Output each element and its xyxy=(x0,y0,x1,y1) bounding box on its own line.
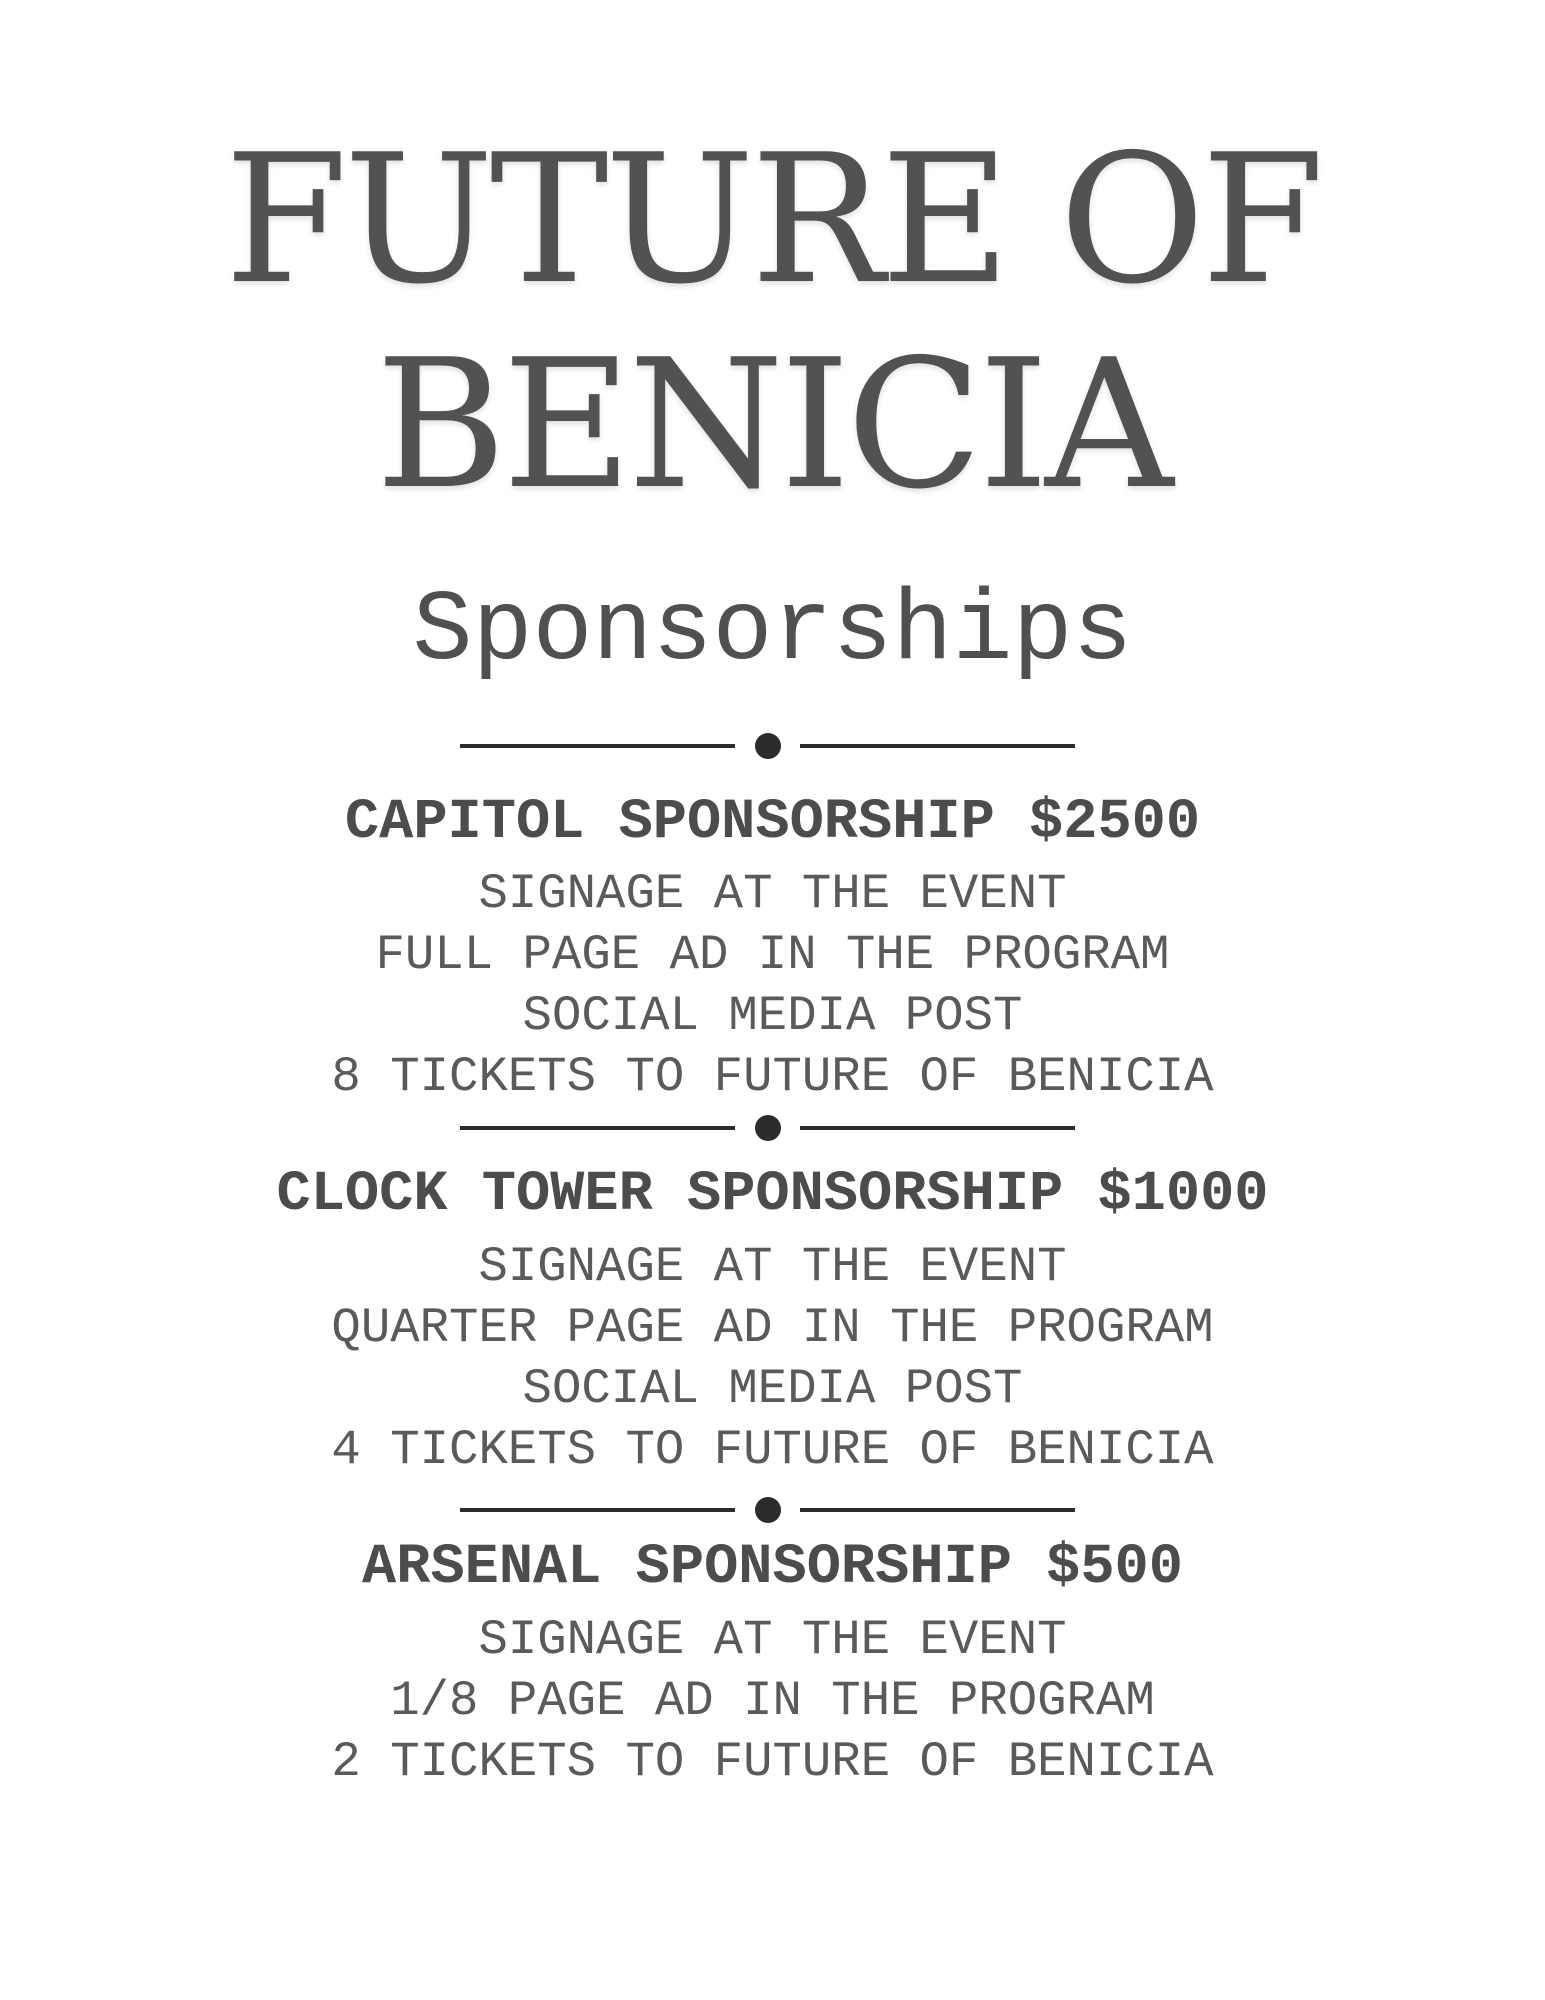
divider-dot-icon xyxy=(755,733,781,759)
page-title-line-2: BENICIA xyxy=(375,321,1170,528)
divider-line xyxy=(800,1126,1075,1130)
tier-benefit: SOCIAL MEDIA POST xyxy=(522,988,1023,1044)
divider xyxy=(460,1115,1075,1141)
tier-benefit: SOCIAL MEDIA POST xyxy=(522,1361,1023,1417)
divider-line xyxy=(460,1508,735,1512)
tier-heading-clock-tower: CLOCK TOWER SPONSORSHIP $1000 xyxy=(276,1163,1269,1227)
tier-benefit: SIGNAGE AT THE EVENT xyxy=(478,1239,1067,1295)
divider-dot-icon xyxy=(755,1115,781,1141)
tier-benefit: SIGNAGE AT THE EVENT xyxy=(478,1612,1067,1668)
divider xyxy=(460,1497,1075,1523)
tier-heading-arsenal: ARSENAL SPONSORSHIP $500 xyxy=(362,1536,1183,1600)
page-title-line-1: FUTURE OF xyxy=(224,116,1321,323)
tier-benefit: SIGNAGE AT THE EVENT xyxy=(478,866,1067,922)
tier-heading-capitol: CAPITOL SPONSORSHIP $2500 xyxy=(344,791,1201,855)
divider-line xyxy=(800,744,1075,748)
tier-benefit: FULL PAGE AD IN THE PROGRAM xyxy=(375,927,1170,983)
tier-benefit: 1/8 PAGE AD IN THE PROGRAM xyxy=(390,1673,1155,1729)
divider-line xyxy=(800,1508,1075,1512)
tier-benefit: QUARTER PAGE AD IN THE PROGRAM xyxy=(331,1300,1214,1356)
page-subtitle: Sponsorships xyxy=(412,576,1133,689)
tier-benefit: 8 TICKETS TO FUTURE OF BENICIA xyxy=(331,1049,1214,1105)
divider-line xyxy=(460,1126,735,1130)
tier-benefit: 4 TICKETS TO FUTURE OF BENICIA xyxy=(331,1422,1214,1478)
divider xyxy=(460,733,1075,759)
tier-benefit: 2 TICKETS TO FUTURE OF BENICIA xyxy=(331,1734,1214,1790)
divider-dot-icon xyxy=(755,1497,781,1523)
divider-line xyxy=(460,744,735,748)
